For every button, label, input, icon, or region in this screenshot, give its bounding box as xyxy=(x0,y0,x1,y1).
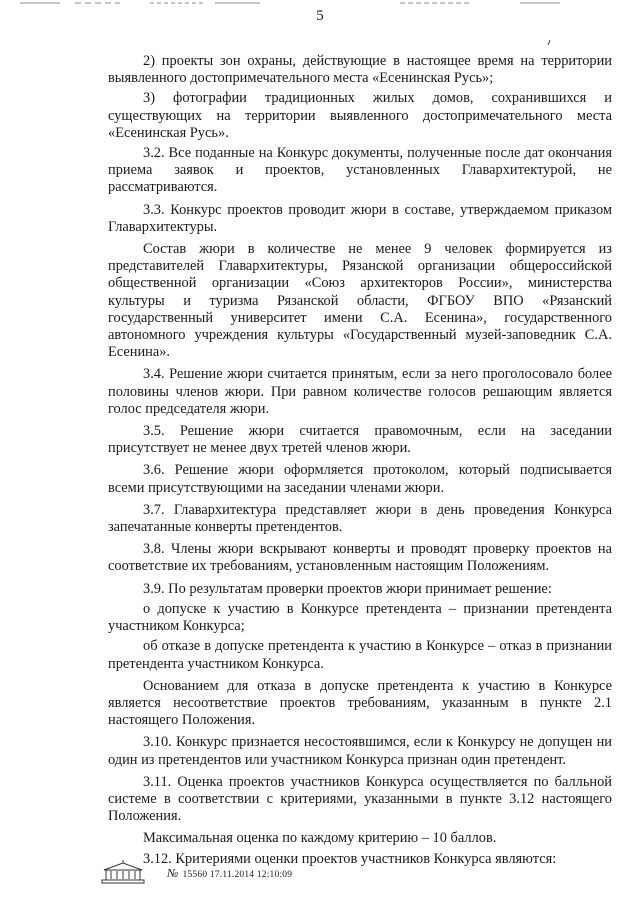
number-sign: № xyxy=(167,866,179,880)
pen-mark-icon xyxy=(547,40,551,45)
paragraph-jury-composition: Состав жюри в количестве не менее 9 человек формируется из представителей Главархитектуры, Рязанской организации общероссийской общественной организации «Союз архитекторов России», министерства культуры и туризма Рязанской области, ФГБОУ ВПО «Рязанский государственный университет имени С.А. Есенина», государственного автономного учреждения культуры «Государственный музей-заповедник С.А. Есенина». xyxy=(108,241,612,361)
paragraph-3-10: 3.10. Конкурс признается несостоявшимся, если к Конкурсу не допущен ни один из претендентов или участником Конкурса признан один претендент. xyxy=(108,734,612,768)
paragraph-admission: о допуске к участию в Конкурсе претендента – признании претендента участником Конкурса; xyxy=(108,600,612,635)
paragraph-refusal-grounds: Основанием для отказа в допуске претендента к участию в Конкурсе является несоответствие проектов требованиям, указанным в пункте 2.1 настоящего Положения. xyxy=(108,677,612,729)
paragraph-3-3: 3.3. Конкурс проектов проводит жюри в составе, утверждаемом приказом Главархитектуры. xyxy=(108,201,612,235)
stamp-text: 15560 17.11.2014 12:10:09 xyxy=(182,870,293,880)
footer-registration-stamp xyxy=(100,860,500,886)
page-number: 5 xyxy=(316,8,324,24)
paragraph-refusal: об отказе в допуске претендента к участию в Конкурсе – отказ в признании претендента участником Конкурса. xyxy=(108,638,612,672)
building-logo-icon xyxy=(100,860,146,884)
paragraph-3-9: 3.9. По результатам проверки проектов жюри принимает решение: xyxy=(143,580,552,597)
document-body xyxy=(108,53,612,873)
paragraph-max-score: Максимальная оценка по каждому критерию – 10 баллов. xyxy=(143,830,497,847)
registration-stamp xyxy=(167,866,292,881)
paragraph-3-12: 3.12. Критериями оценки проектов участников Конкурса являются: xyxy=(143,850,557,867)
paragraph-3-5: 3.5. Решение жюри считается правомочным, если на заседании присутствует не менее двух третей членов жюри. xyxy=(108,423,612,457)
paragraph-3-2: 3.2. Все поданные на Конкурс документы, полученные после дат окончания приема заявок и проектов, установленных Главархитектурой, не рассматриваются. xyxy=(108,145,612,196)
paragraph-item-3: 3) фотографии традиционных жилых домов, сохранившихся и существующих на территории выявленного достопримечательного места «Есенинская Русь». xyxy=(108,90,612,141)
paragraph-3-4: 3.4. Решение жюри считается принятым, если за него проголосовало более половины членов жюри. При равном количестве голосов решающим является голос председателя жюри. xyxy=(108,366,612,417)
paragraph-item-2: 2) проекты зон охраны, действующие в настоящее время на территории выявленного достопримечательного места «Есенинская Русь»; xyxy=(108,53,612,87)
paragraph-3-11: 3.11. Оценка проектов участников Конкурса осуществляется по балльной системе в соответствии с критериями, указанными в пункте 3.12 настоящего Положения. xyxy=(108,773,612,825)
paragraph-3-8: 3.8. Члены жюри вскрывают конверты и проводят проверку проектов на соответствие их требованиям, установленным настоящим Положениям. xyxy=(108,541,612,575)
paragraph-3-6: 3.6. Решение жюри оформляется протоколом, который подписывается всеми присутствующими на заседании членами жюри. xyxy=(108,462,612,496)
paragraph-3-7: 3.7. Главархитектура представляет жюри в день проведения Конкурса запечатанные конверты претендентов. xyxy=(108,501,612,536)
